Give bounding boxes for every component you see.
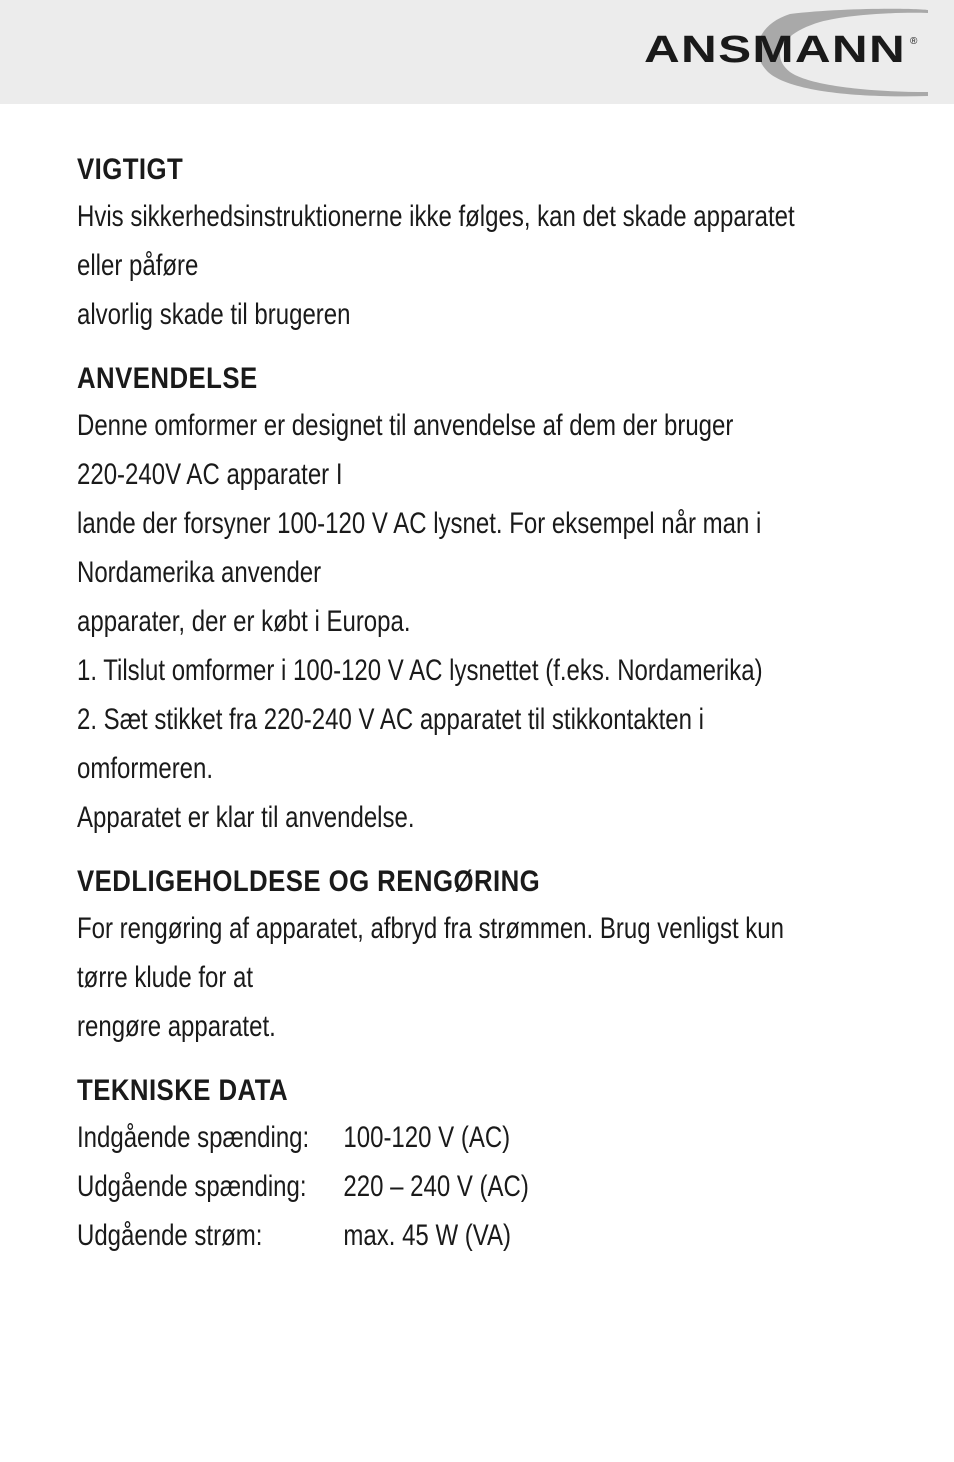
text-line: rengøre apparatet. [77, 1010, 276, 1043]
document-content [77, 148, 917, 1278]
section-anvendelse [77, 357, 917, 842]
text-line: tørre klude for at [77, 961, 254, 994]
logo-wordmark: ANSMANN [644, 29, 906, 71]
text-line: apparater, der er købt i Europa. [77, 605, 411, 638]
text-line: lande der forsyner 100-120 V AC lysnet. For eksempel når man i [77, 507, 762, 540]
text-line: omformeren. [77, 752, 214, 785]
section-tekniske-data [77, 1069, 917, 1260]
section-heading: TEKNISKE DATA [77, 1074, 289, 1107]
text-line: Hvis sikkerhedsinstruktionerne ikke følges, kan det skade apparatet [77, 200, 795, 233]
text-line: 1. Tilslut omformer i 100-120 V AC lysnettet (f.eks. Nordamerika) [77, 654, 763, 687]
section-vigtigt [77, 148, 917, 339]
text-line: eller påføre [77, 249, 199, 282]
spec-label: Udgående strøm: [77, 1219, 263, 1252]
text-line: Apparatet er klar til anvendelse. [77, 801, 415, 834]
text-line: alvorlig skade til brugeren [77, 298, 351, 331]
section-heading: ANVENDELSE [77, 362, 258, 395]
text-line: Nordamerika anvender [77, 556, 322, 589]
text-line: 2. Sæt stikket fra 220-240 V AC apparatet til stikkontakten i [77, 703, 704, 736]
section-heading: VEDLIGEHOLDESE OG RENGØRING [77, 865, 541, 898]
spec-label: Udgående spænding: [77, 1170, 307, 1203]
registered-mark: ® [910, 36, 918, 47]
spec-row [77, 1211, 749, 1260]
spec-value: 220 – 240 V (AC) [343, 1170, 529, 1203]
text-line: 220-240V AC apparater I [77, 458, 343, 491]
spec-row [77, 1162, 749, 1211]
spec-row [77, 1113, 749, 1162]
section-vedligeholdese [77, 860, 917, 1051]
text-line: For rengøring af apparatet, afbryd fra strømmen. Brug venligst kun [77, 912, 784, 945]
spec-value: max. 45 W (VA) [343, 1219, 511, 1252]
spec-label: Indgående spænding: [77, 1121, 310, 1154]
section-heading: VIGTIGT [77, 153, 184, 186]
text-line: Denne omformer er designet til anvendelse af dem der bruger [77, 409, 734, 442]
ansmann-logo [640, 6, 930, 98]
spec-value: 100-120 V (AC) [343, 1121, 511, 1154]
